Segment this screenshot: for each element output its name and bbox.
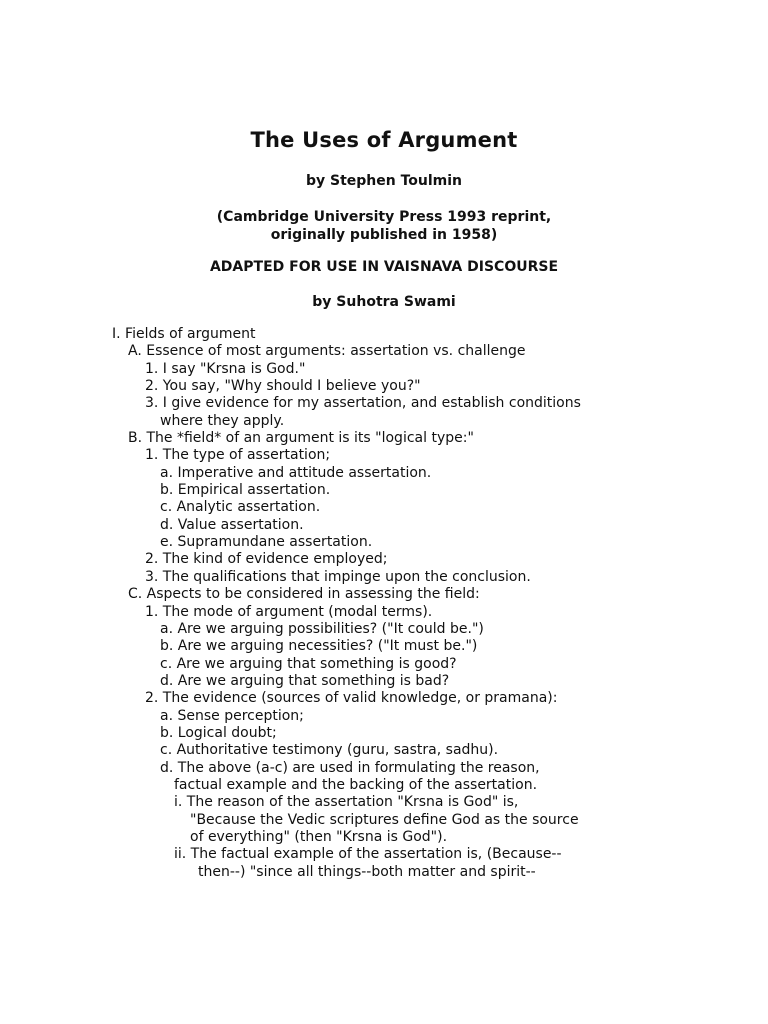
outline-line: e. Supramundane assertation. (160, 534, 373, 551)
outline-line: b. Empirical assertation. (160, 482, 331, 499)
outline-line: a. Sense perception; (160, 707, 304, 724)
outline-line: d. The above (a-c) are used in formulating the reason, (160, 759, 540, 776)
outline-line: 2. The kind of evidence employed; (145, 551, 388, 568)
document-title: The Uses of Argument (250, 128, 518, 152)
outline-line: 1. I say "Krsna is God." (145, 360, 306, 377)
publication-note-line-2: originally published in 1958) (270, 227, 498, 243)
publication-note-line-1: (Cambridge University Press 1993 reprint, (216, 209, 552, 225)
outline-line: 2. The evidence (sources of valid knowledge, or pramana): (145, 690, 558, 707)
outline-line: i. The reason of the assertation "Krsna is God" is, (174, 794, 519, 811)
outline-line: d. Value assertation. (160, 516, 304, 533)
outline-line: where they apply. (160, 412, 285, 429)
outline-line: factual example and the backing of the assertation. (174, 776, 538, 793)
outline-line: a. Are we arguing possibilities? ("It could be.") (160, 620, 484, 637)
outline-line: I. Fields of argument (112, 326, 256, 342)
outline-line: 2. You say, "Why should I believe you?" (145, 378, 421, 395)
adaptation-note: ADAPTED FOR USE IN VAISNAVA DISCOURSE (209, 259, 559, 275)
outline-line: C. Aspects to be considered in assessing the field: (128, 586, 480, 603)
outline-line: c. Analytic assertation. (160, 499, 321, 516)
outline-list (112, 326, 712, 881)
outline-line: c. Authoritative testimony (guru, sastra, sadhu). (160, 742, 499, 759)
outline-line: d. Are we arguing that something is bad? (160, 672, 450, 689)
outline-line: ii. The factual example of the assertation is, (Because-- (174, 846, 562, 863)
outline-line: 1. The mode of argument (modal terms). (145, 603, 433, 620)
outline-line: B. The *field* of an argument is its "logical type:" (128, 430, 474, 447)
outline-line: b. Logical doubt; (160, 724, 277, 741)
adapter-byline: by Suhotra Swami (312, 294, 456, 310)
outline-line: 3. The qualifications that impinge upon the conclusion. (145, 568, 531, 585)
outline-line: then--) "since all things--both matter and spirit-- (198, 863, 536, 880)
publication-note (0, 208, 768, 244)
outline-line: 1. The type of assertation; (145, 447, 331, 464)
outline-line: 3. I give evidence for my assertation, and establish conditions (145, 395, 581, 412)
outline-line: c. Are we arguing that something is good? (160, 655, 457, 672)
outline-line: A. Essence of most arguments: assertation vs. challenge (128, 343, 526, 360)
outline-line: b. Are we arguing necessities? ("It must be.") (160, 638, 478, 655)
outline-line: "Because the Vedic scriptures define God as the source (190, 811, 579, 828)
author-byline: by Stephen Toulmin (305, 173, 463, 189)
outline-line: a. Imperative and attitude assertation. (160, 464, 432, 481)
outline-line: of everything" (then "Krsna is God"). (190, 828, 448, 845)
